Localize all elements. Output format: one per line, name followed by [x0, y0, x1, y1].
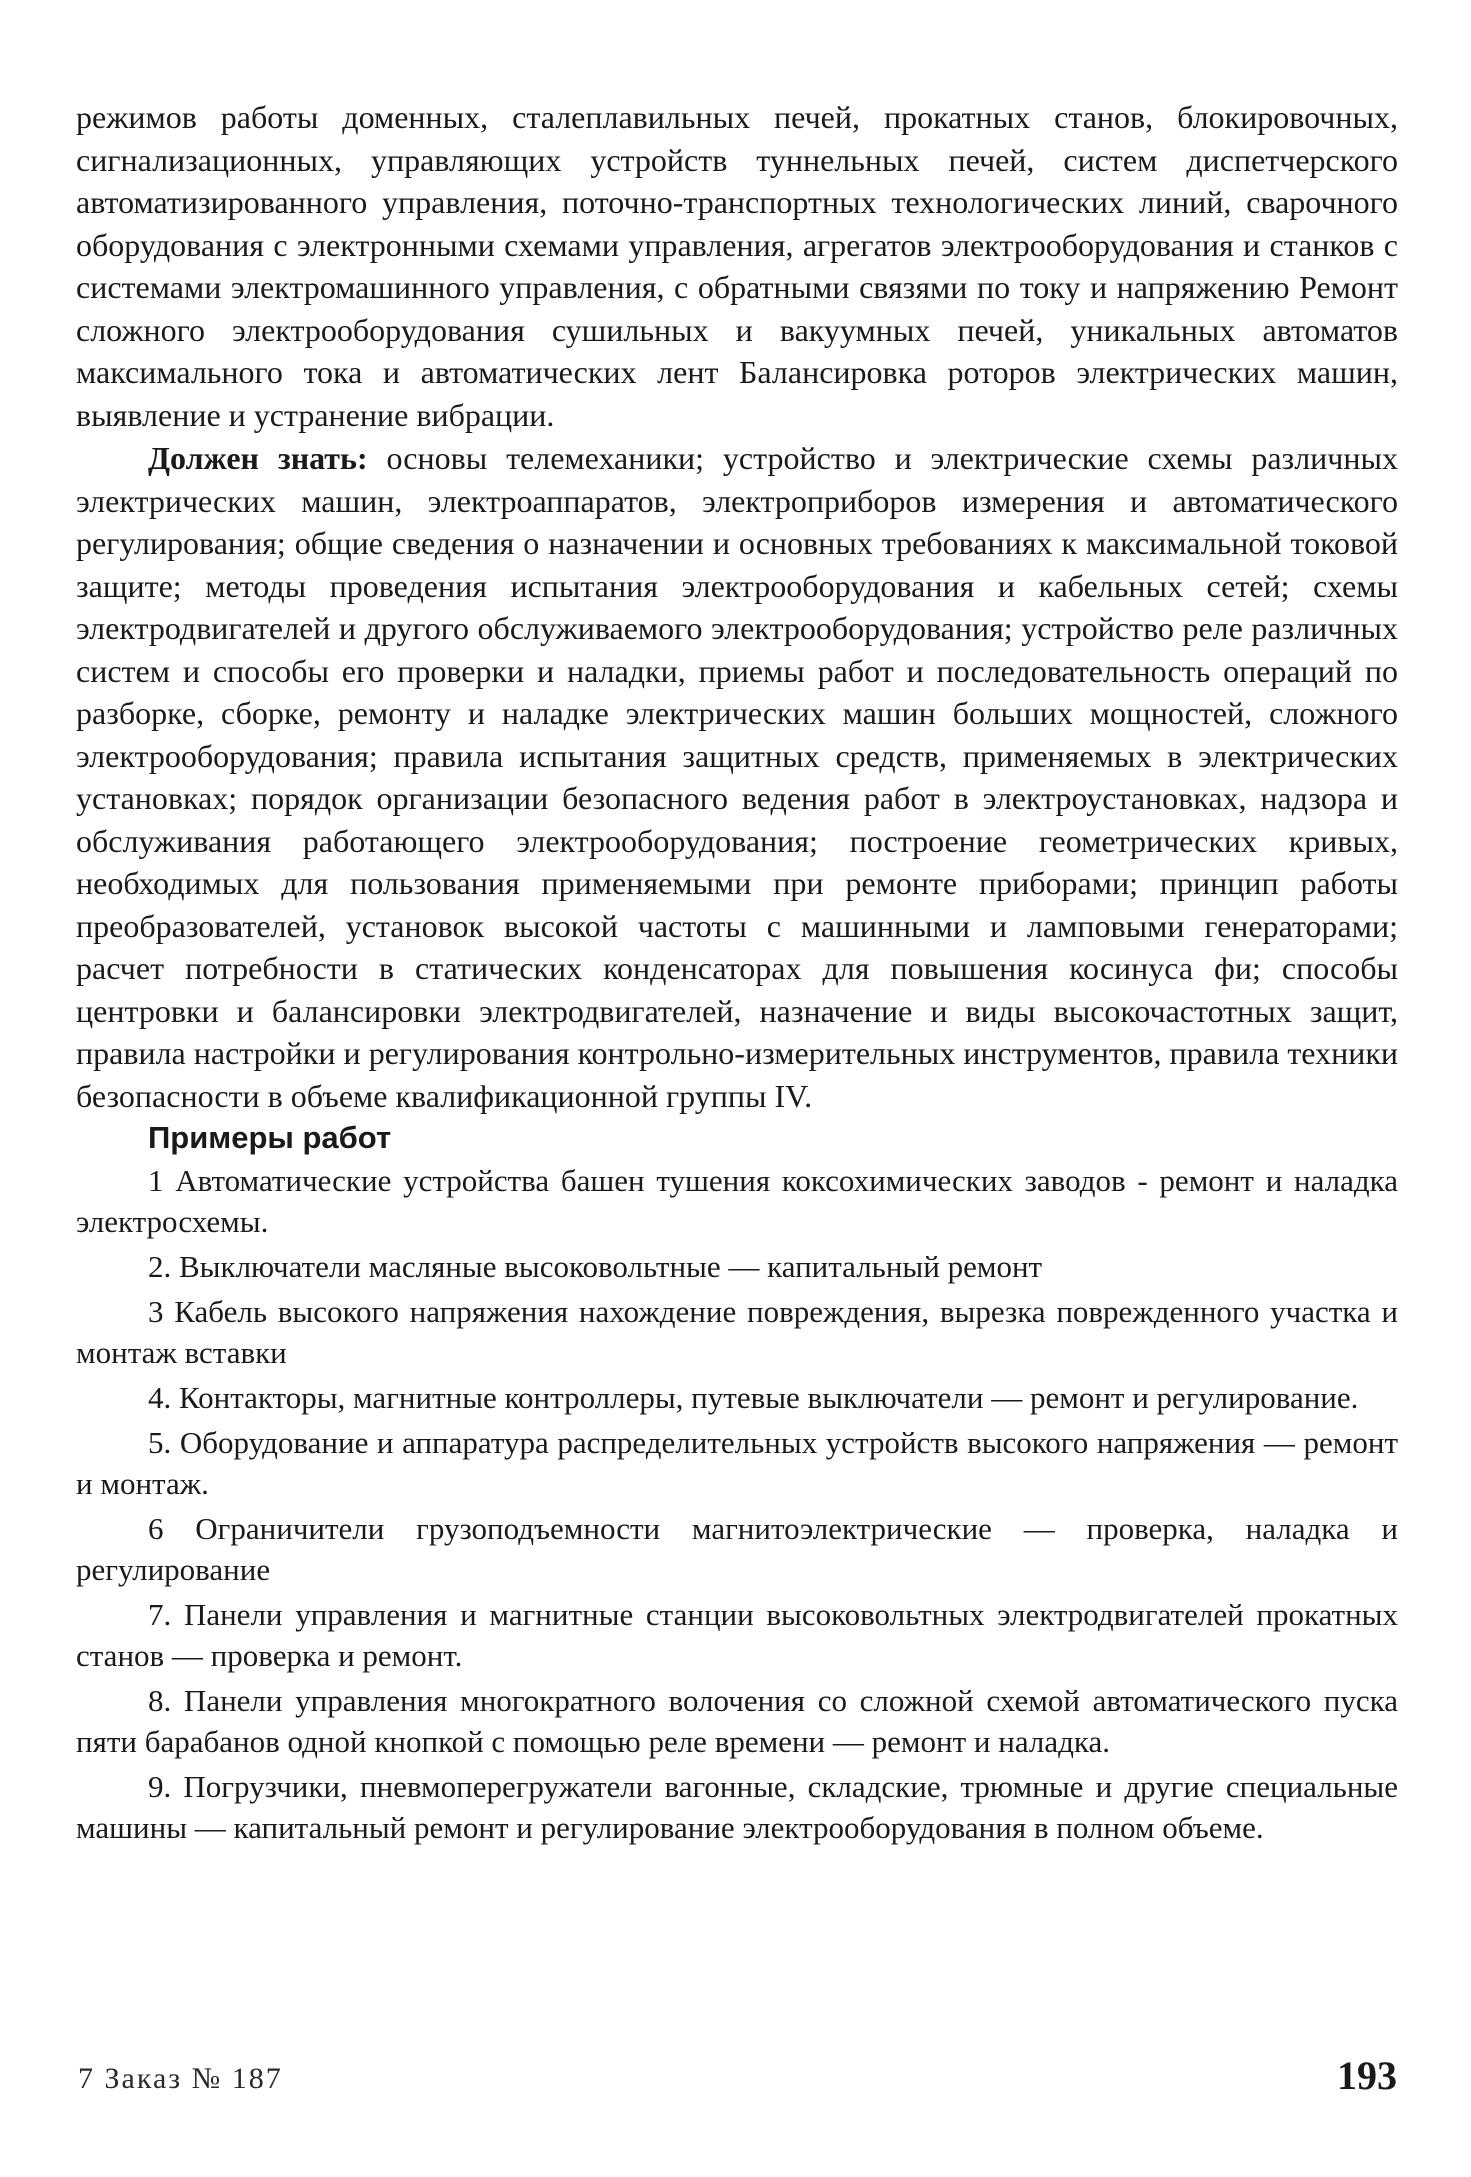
example-item-5: 5. Оборудование и аппаратура распределительных устройств высокого напряжения — ремонт и монтаж. — [76, 1424, 1398, 1501]
example-item-3: 3 Кабель высокого напряжения нахождение повреждения, вырезка поврежденного участка и монтаж вставки — [76, 1293, 1398, 1370]
must-know-label: Должен знать: — [148, 440, 368, 476]
example-item-6: 6 Ограничители грузоподъемности магнитоэлектрические — проверка, наладка и регулирование — [76, 1510, 1398, 1587]
examples-heading: Примеры работ — [148, 1120, 392, 1155]
order-note: 7 Заказ № 187 — [78, 2062, 283, 2095]
example-item-2: 2. Выключатели масляные высоковольтные — капитальный ремонт — [148, 1248, 1043, 1284]
example-item-9: 9. Погрузчики, пневмоперегружатели вагонные, складские, трюмные и другие специальные машины — капитальный ремонт и регулирование электрооборудования в полном объеме. — [76, 1768, 1398, 1845]
example-item-7: 7. Панели управления и магнитные станции высоковольтных электродвигателей прокатных станов — проверка и ремонт. — [76, 1596, 1398, 1673]
must-know-paragraph — [76, 437, 1398, 1117]
must-know-text: основы телемеханики; устройство и электрические схемы различных электрических машин, электроаппаратов, электроприборов измерения и автоматического регулирования; общие сведения о назначении и основных требованиях к максимальной токовой защите; методы проведения испытания электрооборудования и кабельных сетей; схемы электродвигателей и другого обслуживаемого электрооборудования; устройство реле различных систем и способы его проверки и наладки, приемы работ и последовательность операций по разборке, сборке, ремонту и наладке электрических машин больших мощностей, сложного электрооборудования; правила испытания защитных средств, применяемых в электрических установках; порядок организации безопасного ведения работ в электроустановках, надзора и обслуживания работающего электрооборудования; построение геометрических кривых, необходимых для пользования применяемыми при ремонте приборами; принцип работы преобразователей, установок высокой частоты с машинными и ламповыми генераторами; расчет потребности в статических конденсаторах для повышения косинуса фи; способы центровки и балансировки электродвигателей, назначение и виды высокочастотных защит, правила настройки и регулирования контрольно-измерительных инструментов, правила техники безопасности в объеме квалификационной группы IV. — [76, 440, 1399, 1114]
page-number: 193 — [1337, 2053, 1397, 2098]
example-item-1: 1 Автоматические устройства башен тушения коксохимических заводов - ремонт и наладка электросхемы. — [76, 1162, 1398, 1239]
intro-paragraph: режимов работы доменных, сталеплавильных печей, прокатных станов, блокировочных, сигнализационных, управляющих устройств туннельных печей, систем диспетчерского автоматизированного управления, поточно-транспортных технологических линий, сварочного оборудования с электронными схемами управления, агрегатов электрооборудования и станков с системами электромашинного управления, с обратными связями по току и напряжению Ремонт сложного электрооборудования сушильных и вакуумных печей, уникальных автоматов максимального тока и автоматических лент Балансировка роторов электрических машин, выявление и устранение вибрации. — [76, 99, 1398, 433]
page-body — [76, 96, 1398, 1852]
example-item-4: 4. Контакторы, магнитные контроллеры, путевые выключатели — ремонт и регулирование. — [148, 1379, 1359, 1415]
example-item-8: 8. Панели управления многократного волочения со сложной схемой автоматического пуска пяти барабанов одной кнопкой с помощью реле времени — ремонт и наладка. — [76, 1682, 1398, 1759]
